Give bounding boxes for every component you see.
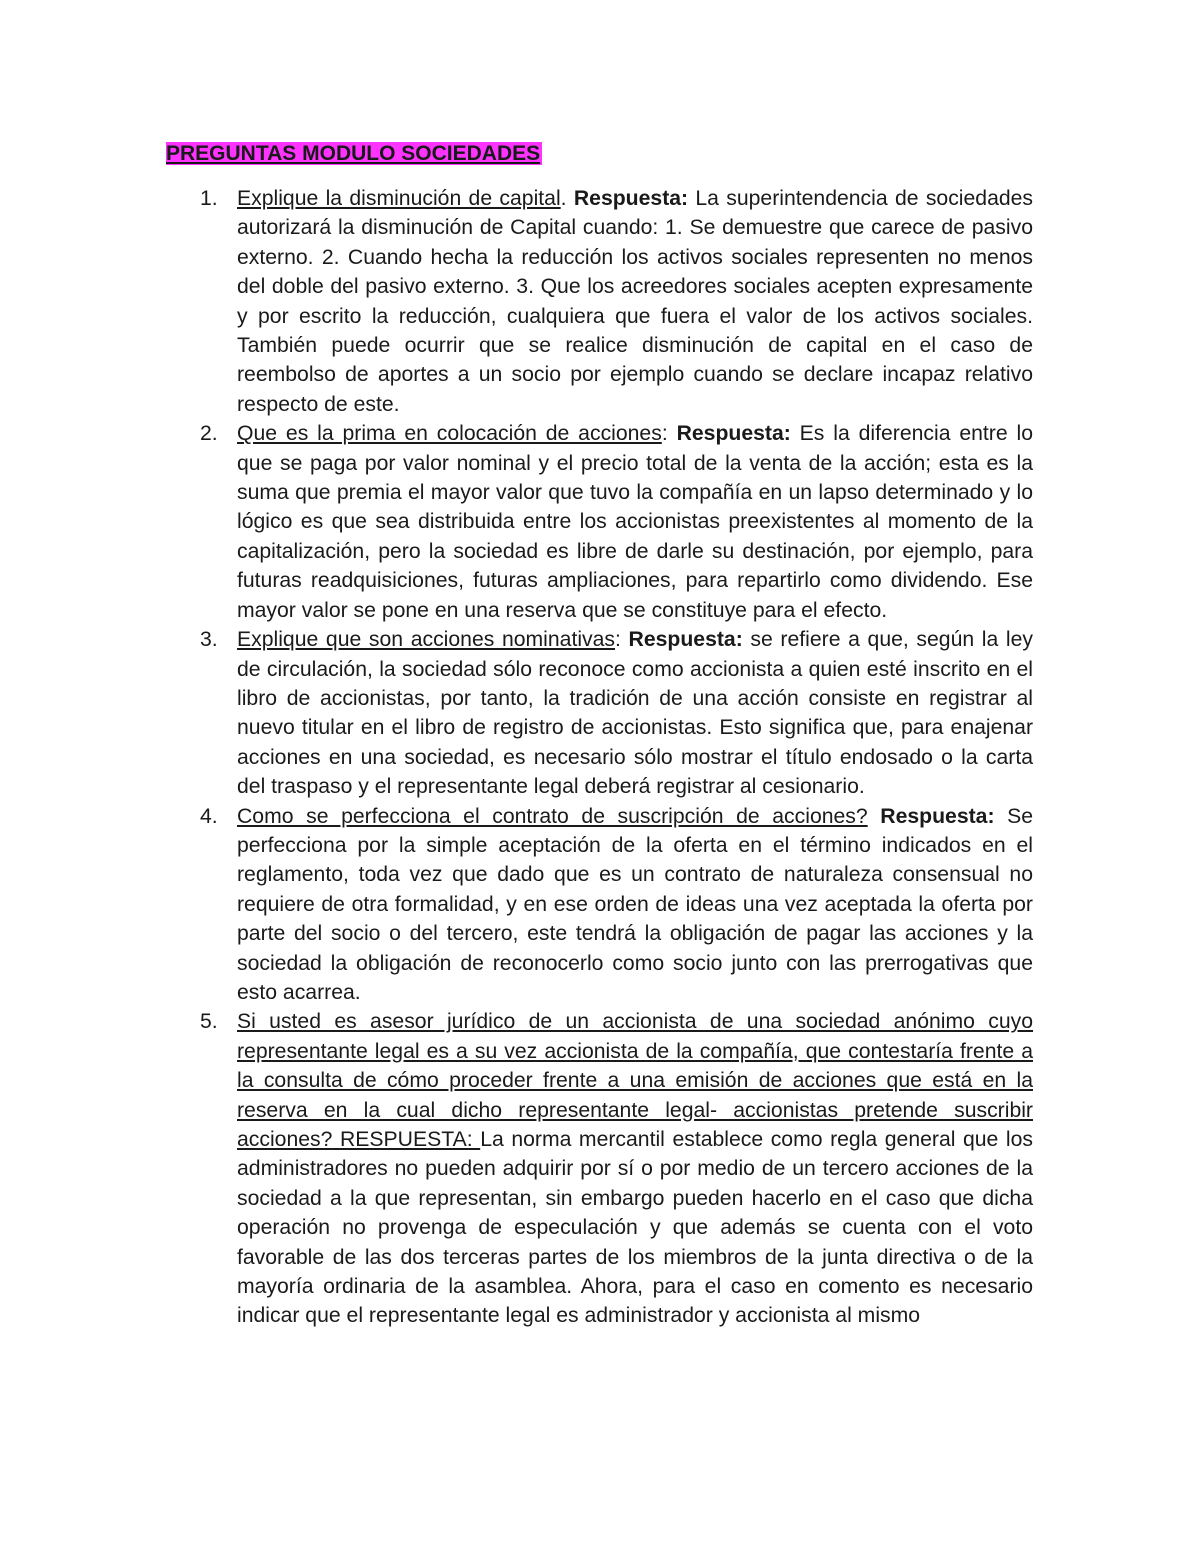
question-number: 1. [200, 187, 218, 210]
question-text: Que es la prima en colocación de acciones [237, 422, 662, 446]
question-item-1 [200, 184, 1034, 419]
question-item-3 [200, 625, 1033, 801]
answer-text: Es la diferencia entre lo que se paga por valor nominal y el precio total de la venta de la acción; esta es la suma que premia el mayor valor que tuvo la compañía en un lapso determinado y lo lógico es que sea distribuida entre los accionistas preexistentes al momento de la capitalización, pero la sociedad es libre de darle su destinación, por ejemplo, para futuras readquisiciones, futuras ampliaciones, para repartirlo como dividendo. Ese mayor valor se pone en una reserva que se constituye para el efecto. [237, 422, 1033, 622]
question-separator: . [560, 187, 574, 210]
answer-label: Respuesta: [628, 628, 743, 652]
answer-label: Respuesta: [880, 804, 995, 828]
question-number: 3. [200, 628, 218, 652]
question-separator [332, 1128, 340, 1151]
question-text: Explique que son acciones nominativas [237, 628, 616, 652]
question-separator: : [661, 422, 677, 446]
question-item-4 [200, 802, 1034, 1008]
question-text: Explique la disminución de capital [237, 187, 561, 210]
question-number: 2. [200, 422, 218, 446]
answer-label: RESPUESTA: [339, 1128, 481, 1151]
answer-label: Respuesta: [676, 422, 791, 446]
answer-text: La norma mercantil establece como regla general que los administradores no pueden adquirir por sí o por medio de un tercero acciones de la sociedad a la que representan, sin embargo pueden hacerlo en el caso que dicha operación no provenga de especulación y que además se cuenta con el voto favorable de las dos terceras partes de los miembros de la junta directiva o de la mayoría ordinaria de la asamblea. Ahora, para el caso en comento es necesario indicar que el representante legal es administrador y accionista al mismo [237, 1128, 1033, 1328]
question-item-2 [200, 419, 1033, 625]
question-number: 5. [200, 1010, 218, 1034]
title-highlight: PREGUNTAS MODULO SOCIEDADES [166, 142, 541, 165]
question-separator [868, 805, 881, 828]
question-item-5 [200, 1007, 1033, 1330]
question-text: Como se perfecciona el contrato de suscripción de acciones? [237, 804, 868, 828]
question-text: Si usted es asesor jurídico de un accionista de una sociedad anónimo cuyo representante legal es a su vez accionista de la compañía, que contestaría frente a la consulta de cómo proceder frente a una emisión de acciones que está en la reserva en la cual dicho representante legal- accionistas pretende suscribir acciones? [237, 1010, 1033, 1151]
document-title [166, 140, 542, 167]
question-list [200, 184, 1034, 1331]
answer-text: La superintendencia de sociedades autorizará la disminución de Capital cuando: 1. Se demuestre que carece de pasivo externo. 2. Cuando hecha la reducción los activos sociales representen no menos del doble del pasivo externo. 3. Que los acreedores sociales acepten expresamente y por escrito la reducción, cualquiera que fuera el valor de los activos sociales. También puede ocurrir que se realice disminución de capital en el caso de reembolso de aportes a un socio por ejemplo cuando se declare incapaz relativo respecto de este. [237, 187, 1034, 416]
question-separator: : [615, 628, 629, 652]
answer-text: Se perfecciona por la simple aceptación de la oferta en el término indicados en el reglamento, toda vez que dado que es un contrato de naturaleza consensual no requiere de otra formalidad, y en ese orden de ideas una vez aceptada la oferta por parte del socio o del tercero, este tendrá la obligación de pagar las acciones y la sociedad la obligación de reconocerlo como socio junto con las prerrogativas que esto acarrea. [237, 804, 1034, 1004]
answer-text: se refiere a que, según la ley de circulación, la sociedad sólo reconoce como accionista a quien esté inscrito en el libro de accionistas, por tanto, la tradición de una acción consiste en registrar al nuevo titular en el libro de registro de accionistas. Esto significa que, para enajenar acciones en una sociedad, es necesario sólo mostrar el título endosado o la carta del traspaso y el representante legal deberá registrar al cesionario. [237, 628, 1033, 799]
answer-label: Respuesta: [573, 187, 689, 210]
question-number: 4. [200, 804, 218, 828]
